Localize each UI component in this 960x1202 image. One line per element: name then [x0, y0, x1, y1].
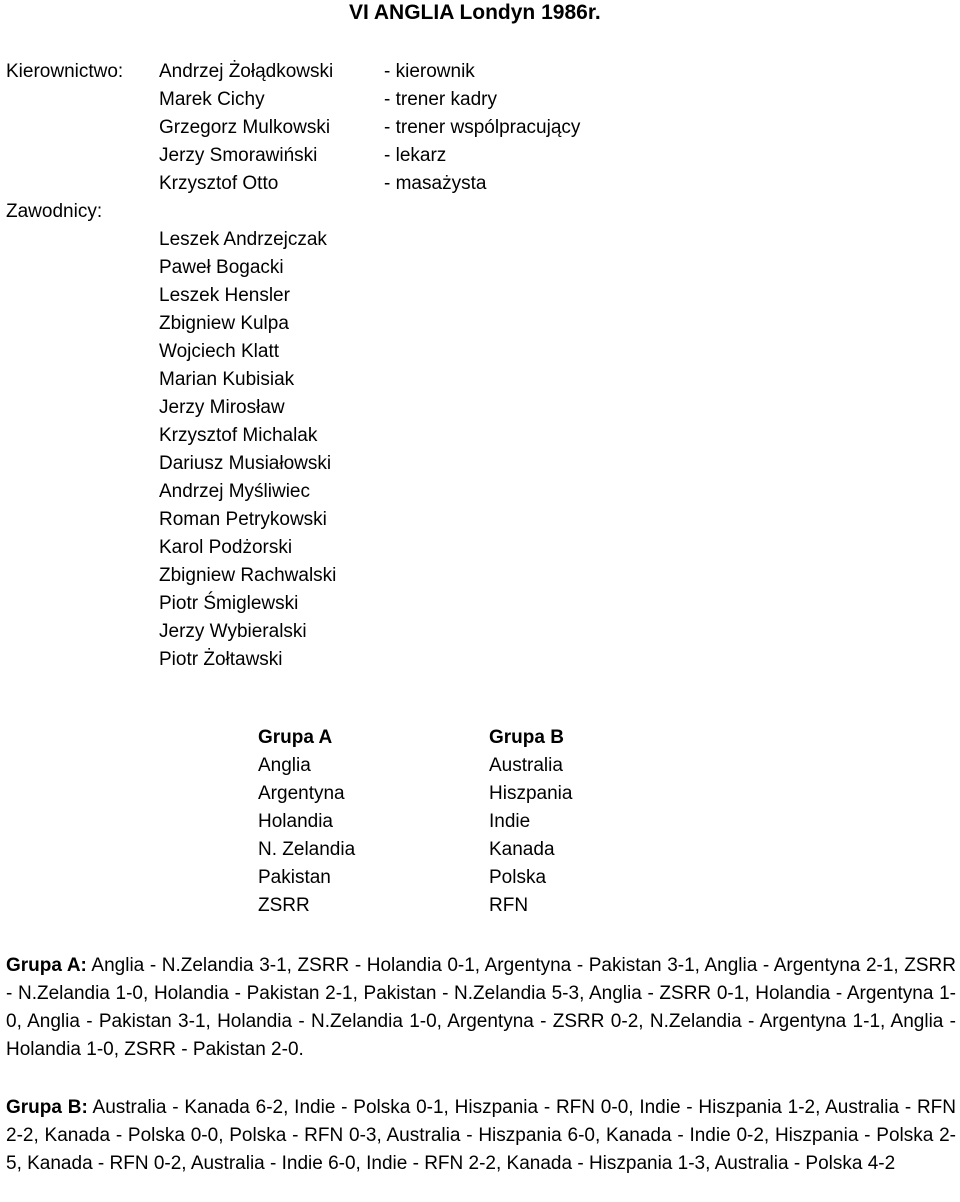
group-a-teams: [258, 752, 355, 920]
group-a-results-label: Grupa A:: [6, 955, 87, 976]
player-name: Andrzej Myśliwiec: [159, 481, 310, 502]
group-a-column: [258, 724, 355, 920]
player-name: Wojciech Klatt: [159, 341, 280, 362]
team-name: Australia: [489, 755, 563, 776]
player-name: Jerzy Mirosław: [159, 397, 285, 418]
player-name: Leszek Andrzejczak: [159, 229, 327, 250]
group-b-teams: [489, 752, 572, 920]
group-b-column: [489, 724, 572, 920]
group-b-title: Grupa B: [489, 727, 564, 748]
players-label: Zawodnicy:: [6, 201, 103, 222]
team-name: Kanada: [489, 839, 555, 860]
player-name: Krzysztof Michalak: [159, 425, 318, 446]
player-name: Zbigniew Kulpa: [159, 313, 289, 334]
management-roles: [384, 58, 580, 198]
team-name: Argentyna: [258, 783, 345, 804]
team-name: ZSRR: [258, 895, 310, 916]
management-name: Jerzy Smorawiński: [159, 145, 318, 166]
group-b-results-text: Australia - Kanada 6-2, Indie - Polska 0-1, Hiszpania - RFN 0-0, Indie - Hiszpania 1-2, Australia - RFN 2-2, Kanada - Polska 0-0, Polska - RFN 0-3, Australia - Hiszpania 6-0, Kanada - Indie 0-2, Hiszpania - Polska 2-5, Kanada - RFN 0-2, Australia - Indie 6-0, Indie - RFN 2-2, Kanada - Hiszpania 1-3, Australia - Polska 4-2: [6, 1097, 956, 1174]
group-b-results-label: Grupa B:: [6, 1097, 88, 1118]
team-name: Hiszpania: [489, 783, 573, 804]
document-title: VI ANGLIA Londyn 1986r.: [349, 1, 601, 24]
management-role: - kierownik: [384, 61, 475, 82]
team-name: N. Zelandia: [258, 839, 356, 860]
group-a-title: Grupa A: [258, 727, 333, 748]
team-name: Indie: [489, 811, 531, 832]
management-label: Kierownictwo:: [6, 61, 124, 82]
management-role: - trener kadry: [384, 89, 497, 110]
player-name: Dariusz Musiałowski: [159, 453, 332, 474]
management-names: [159, 58, 389, 198]
team-name: Holandia: [258, 811, 333, 832]
player-name: Piotr Śmiglewski: [159, 593, 299, 614]
management-name: Andrzej Żołądkowski: [159, 61, 334, 82]
management-role: - masażysta: [384, 173, 487, 194]
management-name: Krzysztof Otto: [159, 173, 279, 194]
player-name: Leszek Hensler: [159, 285, 290, 306]
group-b-results: [6, 1094, 956, 1178]
player-name: Marian Kubisiak: [159, 369, 295, 390]
players-list: [159, 226, 336, 674]
group-a-results-text: Anglia - N.Zelandia 3-1, ZSRR - Holandia 0-1, Argentyna - Pakistan 3-1, Anglia - Argentyna 2-1, ZSRR - N.Zelandia 1-0, Holandia - Pakistan 2-1, Pakistan - N.Zelandia 5-3, Anglia - ZSRR 0-1, Holandia - Argentyna 1-0, Anglia - Pakistan 3-1, Holandia - N.Zelandia 1-0, Argentyna - ZSRR 0-2, N.Zelandia - Argentyna 1-1, Anglia - Holandia 1-0, ZSRR - Pakistan 2-0.: [6, 955, 956, 1060]
player-name: Paweł Bogacki: [159, 257, 284, 278]
management-name: Marek Cichy: [159, 89, 265, 110]
player-name: Roman Petrykowski: [159, 509, 327, 530]
player-name: Zbigniew Rachwalski: [159, 565, 337, 586]
player-name: Jerzy Wybieralski: [159, 621, 307, 642]
team-name: RFN: [489, 895, 529, 916]
management-role: - trener wspólpracujący: [384, 117, 581, 138]
team-name: Polska: [489, 867, 547, 888]
management-name: Grzegorz Mulkowski: [159, 117, 331, 138]
player-name: Piotr Żołtawski: [159, 649, 283, 670]
group-a-results: [6, 952, 956, 1064]
player-name: Karol Podżorski: [159, 537, 293, 558]
team-name: Pakistan: [258, 867, 331, 888]
management-role: - lekarz: [384, 145, 447, 166]
team-name: Anglia: [258, 755, 311, 776]
